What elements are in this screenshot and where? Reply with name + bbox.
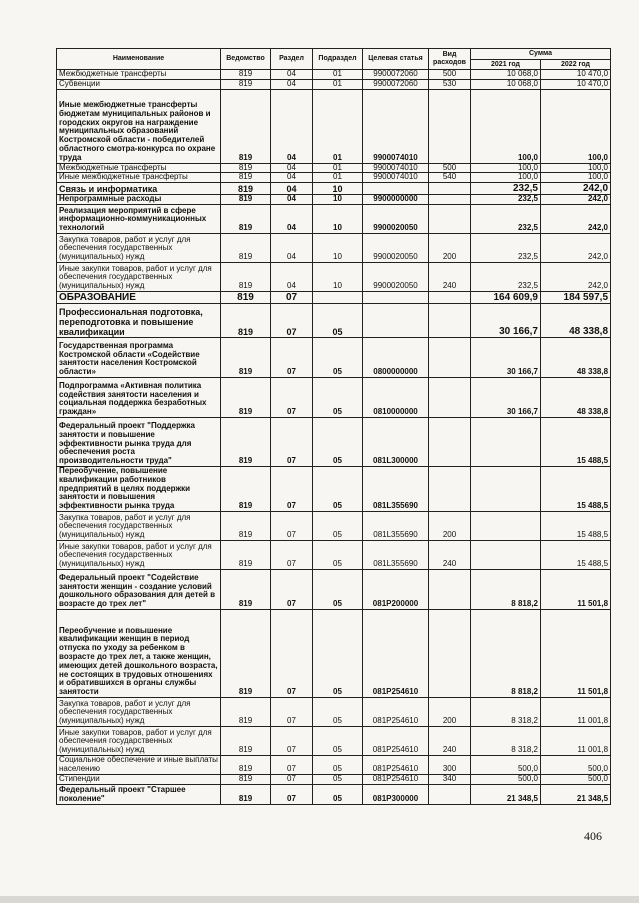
cell-dept: 819	[221, 163, 271, 173]
header-sum: Сумма	[471, 49, 611, 60]
table-row	[57, 540, 611, 569]
cell-tgt: 9900020050	[363, 262, 429, 291]
table-row	[57, 233, 611, 262]
cell-dept: 819	[221, 774, 271, 784]
cell-tgt: 081L300000	[363, 417, 429, 466]
cell-sub: 05	[313, 377, 363, 417]
table-row	[57, 262, 611, 291]
cell-sub: 05	[313, 303, 363, 337]
cell-type	[429, 466, 471, 511]
table-row	[57, 726, 611, 755]
cell-v2: 242,0	[541, 204, 611, 233]
cell-sub: 01	[313, 89, 363, 163]
cell-sub: 10	[313, 233, 363, 262]
cell-sub: 10	[313, 183, 363, 195]
cell-tgt	[363, 291, 429, 303]
cell-tgt: 9900020050	[363, 204, 429, 233]
cell-v1: 232,5	[471, 262, 541, 291]
cell-type	[429, 303, 471, 337]
cell-sub: 05	[313, 609, 363, 697]
header-2021: 2021 год	[471, 60, 541, 70]
cell-type	[429, 291, 471, 303]
cell-type: 540	[429, 173, 471, 183]
cell-type	[429, 337, 471, 377]
cell-sec: 07	[271, 609, 313, 697]
cell-v1: 8 318,2	[471, 697, 541, 726]
header-dept: Ведомство	[221, 49, 271, 70]
cell-dept: 819	[221, 417, 271, 466]
cell-dept: 819	[221, 204, 271, 233]
cell-sub: 01	[313, 79, 363, 89]
cell-sec: 07	[271, 774, 313, 784]
cell-name: Иные закупки товаров, работ и услуг для обеспечения государственных (муниципальных) нужд	[57, 726, 221, 755]
table-row	[57, 609, 611, 697]
cell-tgt: 081P254610	[363, 755, 429, 774]
table-row	[57, 163, 611, 173]
cell-type: 340	[429, 774, 471, 784]
cell-name: Переобучение, повышение квалификации работников предприятий в целях поддержки занятости и повышения эффективности рынка труда	[57, 466, 221, 511]
cell-name: Иные межбюджетные трансферты	[57, 173, 221, 183]
cell-name: Социальное обеспечение и иные выплаты населению	[57, 755, 221, 774]
budget-table	[56, 48, 611, 805]
cell-tgt: 9900000000	[363, 195, 429, 205]
cell-sec: 07	[271, 784, 313, 804]
cell-name: Межбюджетные трансферты	[57, 70, 221, 80]
cell-sec: 04	[271, 89, 313, 163]
table-row	[57, 417, 611, 466]
cell-name: Закупка товаров, работ и услуг для обеспечения государственных (муниципальных) нужд	[57, 511, 221, 540]
cell-dept: 819	[221, 609, 271, 697]
cell-name: Переобучение и повышение квалификации женщин в период отпуска по уходу за ребенком в возрасте до трех лет, а также женщин, имеющих детей дошкольного возраста, не состоящих в трудовых отношениях и обратившихся в органы службы занятости	[57, 609, 221, 697]
cell-dept: 819	[221, 569, 271, 609]
cell-type	[429, 377, 471, 417]
cell-v1: 10 068,0	[471, 70, 541, 80]
cell-type	[429, 784, 471, 804]
cell-tgt: 9900020050	[363, 233, 429, 262]
cell-dept: 819	[221, 540, 271, 569]
cell-sub: 01	[313, 173, 363, 183]
cell-sub: 05	[313, 466, 363, 511]
header-2022: 2022 год	[541, 60, 611, 70]
cell-sec: 04	[271, 79, 313, 89]
cell-tgt: 9900072060	[363, 79, 429, 89]
cell-v2: 10 470,0	[541, 70, 611, 80]
cell-v1: 500,0	[471, 774, 541, 784]
table-row	[57, 303, 611, 337]
cell-name: Межбюджетные трансферты	[57, 163, 221, 173]
table-row	[57, 755, 611, 774]
cell-dept: 819	[221, 173, 271, 183]
cell-v2: 15 488,5	[541, 466, 611, 511]
cell-sec: 07	[271, 303, 313, 337]
cell-name: Федеральный проект "Старшее поколение"	[57, 784, 221, 804]
cell-sec: 07	[271, 755, 313, 774]
cell-v2: 11 001,8	[541, 726, 611, 755]
cell-name: Закупка товаров, работ и услуг для обеспечения государственных (муниципальных) нужд	[57, 697, 221, 726]
table-row	[57, 79, 611, 89]
cell-v1: 232,5	[471, 183, 541, 195]
cell-sec: 04	[271, 233, 313, 262]
cell-name: Связь и информатика	[57, 183, 221, 195]
cell-v1: 232,5	[471, 233, 541, 262]
cell-sub: 05	[313, 697, 363, 726]
cell-v2: 11 001,8	[541, 697, 611, 726]
cell-sub: 05	[313, 417, 363, 466]
cell-type	[429, 183, 471, 195]
cell-name: ОБРАЗОВАНИЕ	[57, 291, 221, 303]
cell-sub: 10	[313, 204, 363, 233]
cell-v1	[471, 466, 541, 511]
cell-type	[429, 89, 471, 163]
table-row	[57, 337, 611, 377]
cell-sec: 04	[271, 70, 313, 80]
cell-sub: 05	[313, 540, 363, 569]
cell-tgt: 9900074010	[363, 163, 429, 173]
cell-name: Иные межбюджетные трансферты бюджетам муниципальных районов и городских округов на награждение муниципальных образований Костромской области - победителей областного смотра-конкурса по охране труда	[57, 89, 221, 163]
table-row	[57, 466, 611, 511]
cell-dept: 819	[221, 337, 271, 377]
cell-name: Стипендии	[57, 774, 221, 784]
cell-sec: 04	[271, 262, 313, 291]
cell-name: Федеральный проект "Содействие занятости женщин - создание условий дошкольного образования для детей в возрасте до трех лет"	[57, 569, 221, 609]
cell-v2: 48 338,8	[541, 303, 611, 337]
cell-sub: 05	[313, 511, 363, 540]
cell-dept: 819	[221, 233, 271, 262]
cell-v2: 242,0	[541, 195, 611, 205]
cell-v1	[471, 540, 541, 569]
cell-dept: 819	[221, 784, 271, 804]
table-row	[57, 774, 611, 784]
cell-dept: 819	[221, 466, 271, 511]
cell-tgt: 081P254610	[363, 726, 429, 755]
cell-dept: 819	[221, 697, 271, 726]
cell-v1: 8 318,2	[471, 726, 541, 755]
cell-sub: 01	[313, 70, 363, 80]
cell-v1: 500,0	[471, 755, 541, 774]
cell-tgt: 081L355690	[363, 511, 429, 540]
cell-tgt: 0810000000	[363, 377, 429, 417]
cell-v2: 15 488,5	[541, 540, 611, 569]
cell-v1: 164 609,9	[471, 291, 541, 303]
cell-type: 200	[429, 511, 471, 540]
cell-tgt: 081P254610	[363, 697, 429, 726]
cell-v2: 10 470,0	[541, 79, 611, 89]
cell-name: Профессиональная подготовка, переподготовка и повышение квалификации	[57, 303, 221, 337]
cell-type	[429, 609, 471, 697]
cell-dept: 819	[221, 70, 271, 80]
cell-sub: 10	[313, 195, 363, 205]
cell-sub: 10	[313, 262, 363, 291]
cell-name: Непрограммные расходы	[57, 195, 221, 205]
cell-sub: 05	[313, 774, 363, 784]
cell-v2: 242,0	[541, 233, 611, 262]
cell-type	[429, 417, 471, 466]
cell-type: 240	[429, 262, 471, 291]
cell-name: Иные закупки товаров, работ и услуг для обеспечения государственных (муниципальных) нужд	[57, 262, 221, 291]
cell-v2: 48 338,8	[541, 337, 611, 377]
cell-v2: 48 338,8	[541, 377, 611, 417]
cell-v2: 100,0	[541, 173, 611, 183]
cell-type: 500	[429, 70, 471, 80]
header-target: Целевая статья	[363, 49, 429, 70]
header-type: Вид расходов	[429, 49, 471, 70]
table-body	[57, 70, 611, 805]
cell-type: 500	[429, 163, 471, 173]
cell-sec: 07	[271, 337, 313, 377]
cell-type	[429, 204, 471, 233]
cell-sec: 04	[271, 204, 313, 233]
cell-v1: 8 818,2	[471, 609, 541, 697]
cell-tgt: 9900074010	[363, 89, 429, 163]
cell-type	[429, 569, 471, 609]
cell-sub: 05	[313, 569, 363, 609]
cell-v1	[471, 417, 541, 466]
cell-sec: 07	[271, 377, 313, 417]
cell-v1: 30 166,7	[471, 377, 541, 417]
cell-type: 530	[429, 79, 471, 89]
cell-name: Реализация мероприятий в сфере информационно-коммуникационных технологий	[57, 204, 221, 233]
table-row	[57, 569, 611, 609]
cell-sec: 07	[271, 697, 313, 726]
cell-v1: 100,0	[471, 173, 541, 183]
cell-sub: 05	[313, 726, 363, 755]
cell-tgt	[363, 303, 429, 337]
table-row	[57, 377, 611, 417]
cell-sec: 07	[271, 417, 313, 466]
cell-sec: 07	[271, 466, 313, 511]
table-row	[57, 511, 611, 540]
cell-v2: 11 501,8	[541, 609, 611, 697]
table-row	[57, 697, 611, 726]
cell-dept: 819	[221, 726, 271, 755]
table-row	[57, 204, 611, 233]
cell-tgt: 081P200000	[363, 569, 429, 609]
cell-name: Федеральный проект "Поддержка занятости и повышение эффективности рынка труда для обеспечения роста производительности труда"	[57, 417, 221, 466]
cell-name: Закупка товаров, работ и услуг для обеспечения государственных (муниципальных) нужд	[57, 233, 221, 262]
cell-v1	[471, 511, 541, 540]
table-row	[57, 195, 611, 205]
cell-v2: 100,0	[541, 163, 611, 173]
cell-tgt	[363, 183, 429, 195]
cell-v1: 100,0	[471, 163, 541, 173]
cell-sec: 04	[271, 195, 313, 205]
cell-type: 300	[429, 755, 471, 774]
cell-v1: 232,5	[471, 195, 541, 205]
cell-tgt: 081P254610	[363, 774, 429, 784]
cell-sec: 04	[271, 163, 313, 173]
cell-tgt: 081P300000	[363, 784, 429, 804]
cell-dept: 819	[221, 183, 271, 195]
table-row	[57, 89, 611, 163]
table-row	[57, 291, 611, 303]
header-section: Раздел	[271, 49, 313, 70]
cell-sub: 05	[313, 337, 363, 377]
cell-v2: 500,0	[541, 774, 611, 784]
cell-v2: 11 501,8	[541, 569, 611, 609]
cell-sub	[313, 291, 363, 303]
cell-type	[429, 195, 471, 205]
cell-name: Субвенции	[57, 79, 221, 89]
cell-sub: 05	[313, 784, 363, 804]
cell-dept: 819	[221, 755, 271, 774]
cell-dept: 819	[221, 195, 271, 205]
cell-v2: 500,0	[541, 755, 611, 774]
cell-v1: 232,5	[471, 204, 541, 233]
cell-type: 200	[429, 233, 471, 262]
table-row	[57, 183, 611, 195]
cell-sec: 07	[271, 569, 313, 609]
cell-dept: 819	[221, 262, 271, 291]
page-number: 406	[584, 829, 602, 843]
cell-sec: 07	[271, 726, 313, 755]
table-row	[57, 70, 611, 80]
cell-v1: 21 348,5	[471, 784, 541, 804]
cell-v2: 184 597,5	[541, 291, 611, 303]
cell-v1: 100,0	[471, 89, 541, 163]
cell-v1: 8 818,2	[471, 569, 541, 609]
cell-tgt: 9900072060	[363, 70, 429, 80]
cell-v2: 15 488,5	[541, 511, 611, 540]
table-row	[57, 784, 611, 804]
cell-v2: 242,0	[541, 183, 611, 195]
cell-name: Подпрограмма «Активная политика содействия занятости населения и социальная поддержка безработных граждан»	[57, 377, 221, 417]
cell-sec: 07	[271, 511, 313, 540]
cell-dept: 819	[221, 79, 271, 89]
cell-name: Иные закупки товаров, работ и услуг для обеспечения государственных (муниципальных) нужд	[57, 540, 221, 569]
cell-v1: 30 166,7	[471, 303, 541, 337]
cell-dept: 819	[221, 291, 271, 303]
cell-sec: 04	[271, 173, 313, 183]
cell-tgt: 081L355690	[363, 540, 429, 569]
cell-sec: 07	[271, 291, 313, 303]
cell-tgt: 0800000000	[363, 337, 429, 377]
table-row	[57, 173, 611, 183]
cell-sec: 07	[271, 540, 313, 569]
scan-edge	[0, 896, 639, 903]
cell-dept: 819	[221, 377, 271, 417]
header-name: Наименование	[57, 49, 221, 70]
cell-tgt: 9900074010	[363, 173, 429, 183]
cell-type: 240	[429, 540, 471, 569]
cell-type: 240	[429, 726, 471, 755]
cell-v2: 242,0	[541, 262, 611, 291]
cell-tgt: 081L355690	[363, 466, 429, 511]
cell-v1: 30 166,7	[471, 337, 541, 377]
cell-sub: 05	[313, 755, 363, 774]
cell-type: 200	[429, 697, 471, 726]
cell-dept: 819	[221, 303, 271, 337]
header-subsection: Подраздел	[313, 49, 363, 70]
cell-v2: 100,0	[541, 89, 611, 163]
cell-v2: 21 348,5	[541, 784, 611, 804]
cell-sec: 04	[271, 183, 313, 195]
cell-v2: 15 488,5	[541, 417, 611, 466]
cell-dept: 819	[221, 511, 271, 540]
cell-dept: 819	[221, 89, 271, 163]
cell-v1: 10 068,0	[471, 79, 541, 89]
cell-sub: 01	[313, 163, 363, 173]
cell-name: Государственная программа Костромской области «Содействие занятости населения Костромской области»	[57, 337, 221, 377]
cell-tgt: 081P254610	[363, 609, 429, 697]
